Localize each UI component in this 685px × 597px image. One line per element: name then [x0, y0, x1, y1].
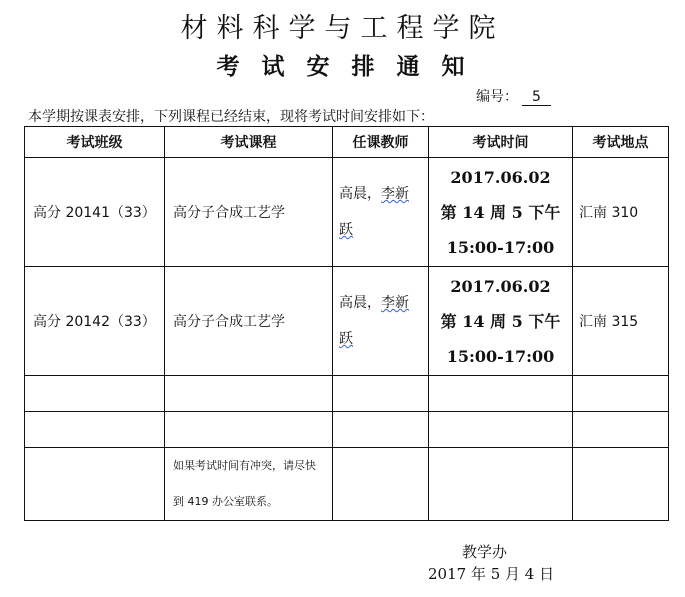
cell-class: 高分 20142（33）	[25, 267, 165, 376]
institution-title: 材料科学与工程学院	[180, 13, 505, 44]
col-header-time: 考试时间	[429, 127, 573, 158]
cell-exam-time	[429, 158, 573, 267]
exam-hours: 15:00-17:00	[446, 346, 555, 366]
cell-location: 汇南 315	[573, 267, 669, 376]
exam-hours: 15:00-17:00	[446, 237, 555, 257]
exam-schedule-table	[24, 126, 669, 521]
exam-week: 第 14 周 5 下午	[440, 202, 561, 222]
empty-row	[25, 412, 669, 448]
conflict-note: 如果考试时间有冲突，请尽快 到 419 办公室联系。	[165, 448, 333, 521]
cell-exam-time	[429, 267, 573, 376]
exam-week: 第 14 周 5 下午	[440, 311, 561, 331]
table-row	[25, 158, 669, 267]
table-row	[25, 267, 669, 376]
serial-label: 编号：	[476, 89, 518, 105]
serial-number	[476, 86, 551, 106]
notice-title: 考试安排通知	[216, 54, 487, 80]
col-header-teacher: 任课教师	[333, 127, 429, 158]
col-header-course: 考试课程	[165, 127, 333, 158]
exam-date: 2017.06.02	[450, 167, 551, 187]
cell-course: 高分子合成工艺学	[165, 267, 333, 376]
exam-date: 2017.06.02	[450, 276, 551, 296]
note-row	[25, 448, 669, 521]
intro-text: 本学期按课表安排，下列课程已经结束，现将考试时间安排如下：	[28, 109, 434, 125]
cell-course: 高分子合成工艺学	[165, 158, 333, 267]
table-header-row	[25, 127, 669, 158]
issuing-office: 教学办	[462, 543, 508, 561]
serial-value: 5	[522, 89, 551, 106]
issue-date: 2017 年 5 月 4 日	[428, 565, 555, 583]
cell-class: 高分 20141（33）	[25, 158, 165, 267]
empty-row	[25, 376, 669, 412]
cell-teacher: 高晨，李新 跃	[333, 158, 429, 267]
col-header-class: 考试班级	[25, 127, 165, 158]
cell-location: 汇南 310	[573, 158, 669, 267]
cell-teacher: 高晨，李新 跃	[333, 267, 429, 376]
col-header-location: 考试地点	[573, 127, 669, 158]
